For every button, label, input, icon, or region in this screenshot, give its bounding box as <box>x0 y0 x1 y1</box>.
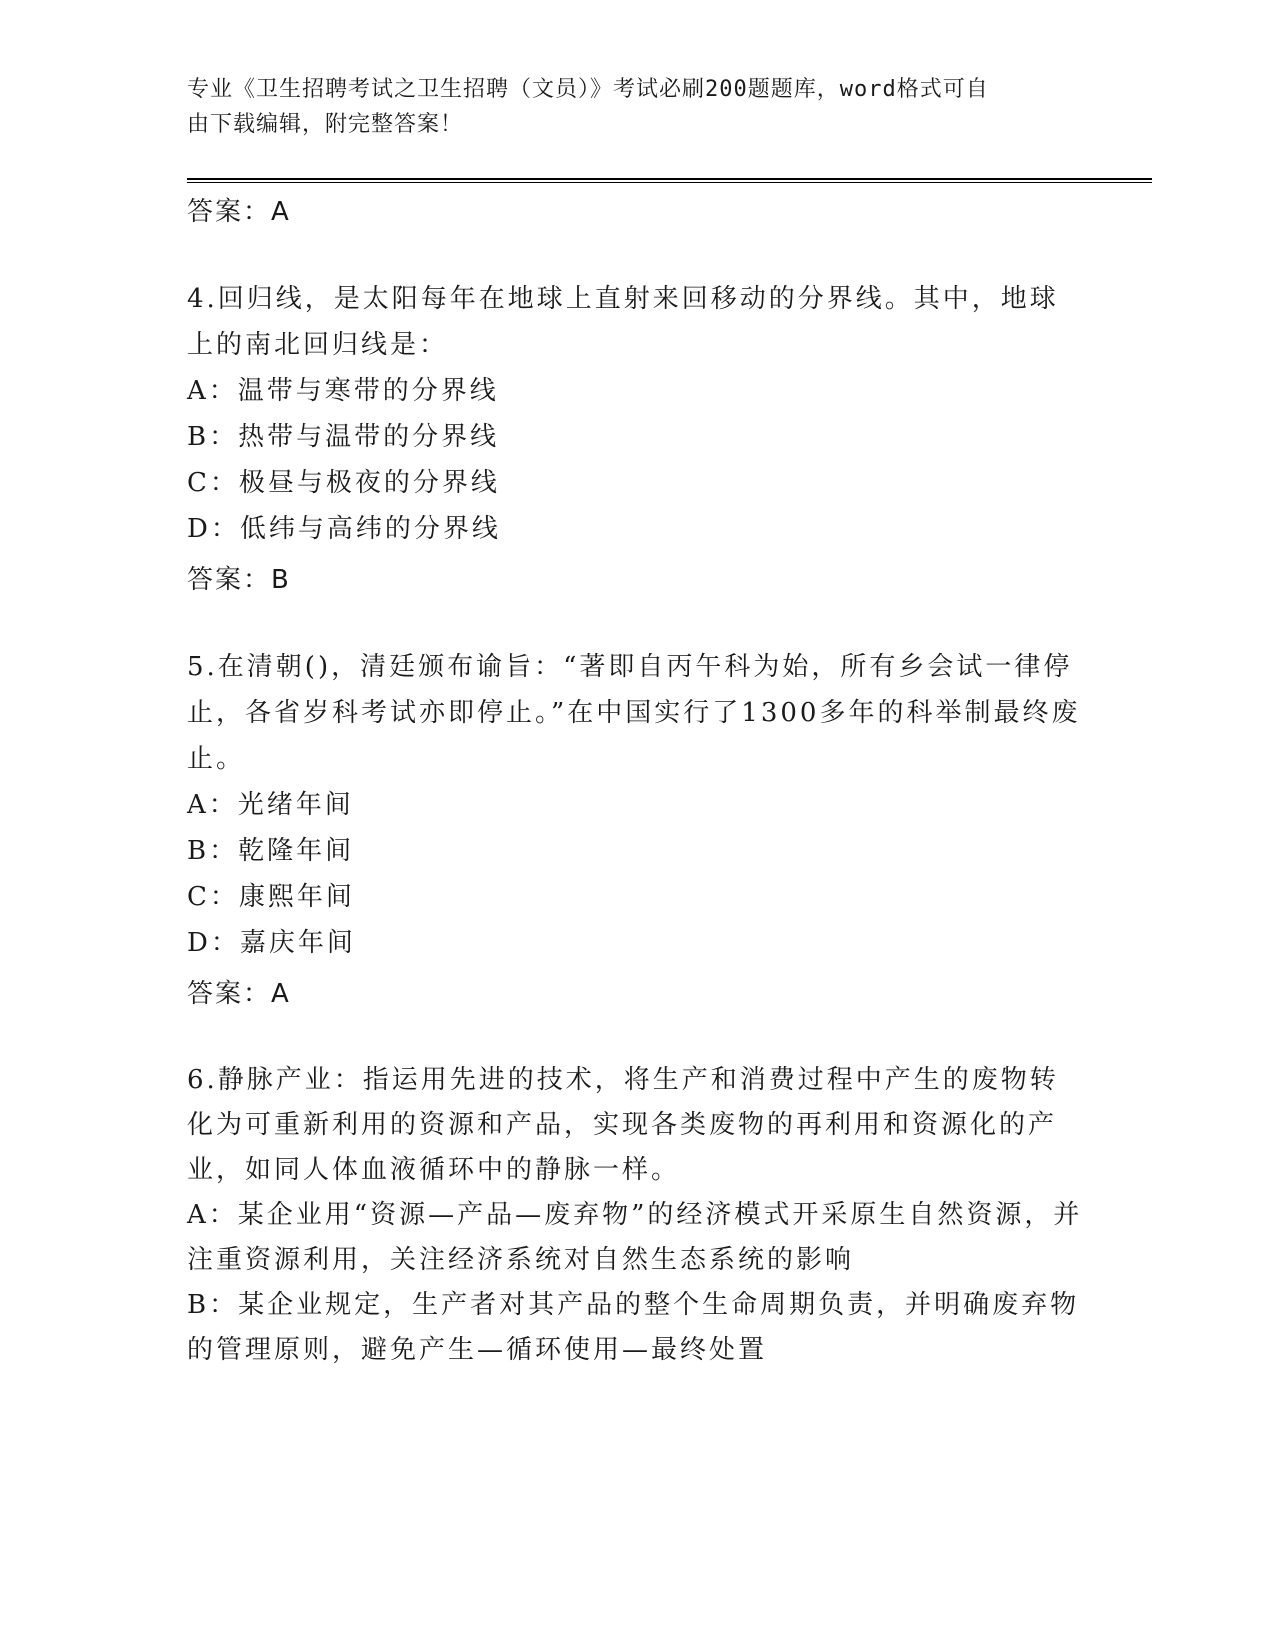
header-line-2: 由下载编辑，附完整答案！ <box>187 112 464 137</box>
question-stem: 4.回归线，是太阳每年在地球上直射来回移动的分界线。其中，地球上的南北回归线是： <box>187 284 1059 360</box>
document-header <box>187 72 1067 142</box>
option-b: B：乾隆年间 <box>187 836 355 866</box>
answer-line: 答案：B <box>187 565 291 595</box>
option-d: D：嘉庆年间 <box>187 928 356 958</box>
option-b: B：某企业规定，生产者对其产品的整个生命周期负责，并明确废弃物的管理原则，避免产生—循环使用—最终处置 <box>187 1290 1080 1365</box>
header-divider <box>187 178 1152 180</box>
option-a: A：某企业用“资源—产品—废弃物”的经济模式开采原生自然资源，并注重资源利用，关注经济系统对自然生态系统的影响 <box>187 1200 1083 1275</box>
question-5 <box>187 644 1087 1022</box>
option-a: A：温带与寒带的分界线 <box>187 376 499 406</box>
option-d: D：低纬与高纬的分界线 <box>187 514 501 544</box>
option-b: B：热带与温带的分界线 <box>187 422 500 452</box>
option-c: C：康熙年间 <box>187 882 355 912</box>
question-stem: 6.静脉产业：指运用先进的技术，将生产和消费过程中产生的废物转化为可重新利用的资源和产品，实现各类废物的再利用和资源化的产业，如同人体血液循环中的静脉一样。 <box>187 1065 1059 1185</box>
question-6 <box>187 1058 1087 1373</box>
answer-line: 答案：A <box>187 979 291 1009</box>
question-stem: 5.在清朝()，清廷颁布谕旨：“著即自丙午科为始，所有乡会试一律停止，各省岁科考试亦即停止。”在中国实行了1300多年的科举制最终废止。 <box>187 652 1081 774</box>
answer-line: 答案：A <box>187 197 291 227</box>
document-body <box>187 184 1087 1373</box>
option-c: C：极昼与极夜的分界线 <box>187 468 500 498</box>
question-4 <box>187 276 1087 608</box>
option-a: A：光绪年间 <box>187 790 354 820</box>
header-divider-thin <box>187 182 1152 183</box>
header-line-1: 专业《卫生招聘考试之卫生招聘（文员）》考试必刷200题题库，word格式可自 <box>187 77 989 102</box>
